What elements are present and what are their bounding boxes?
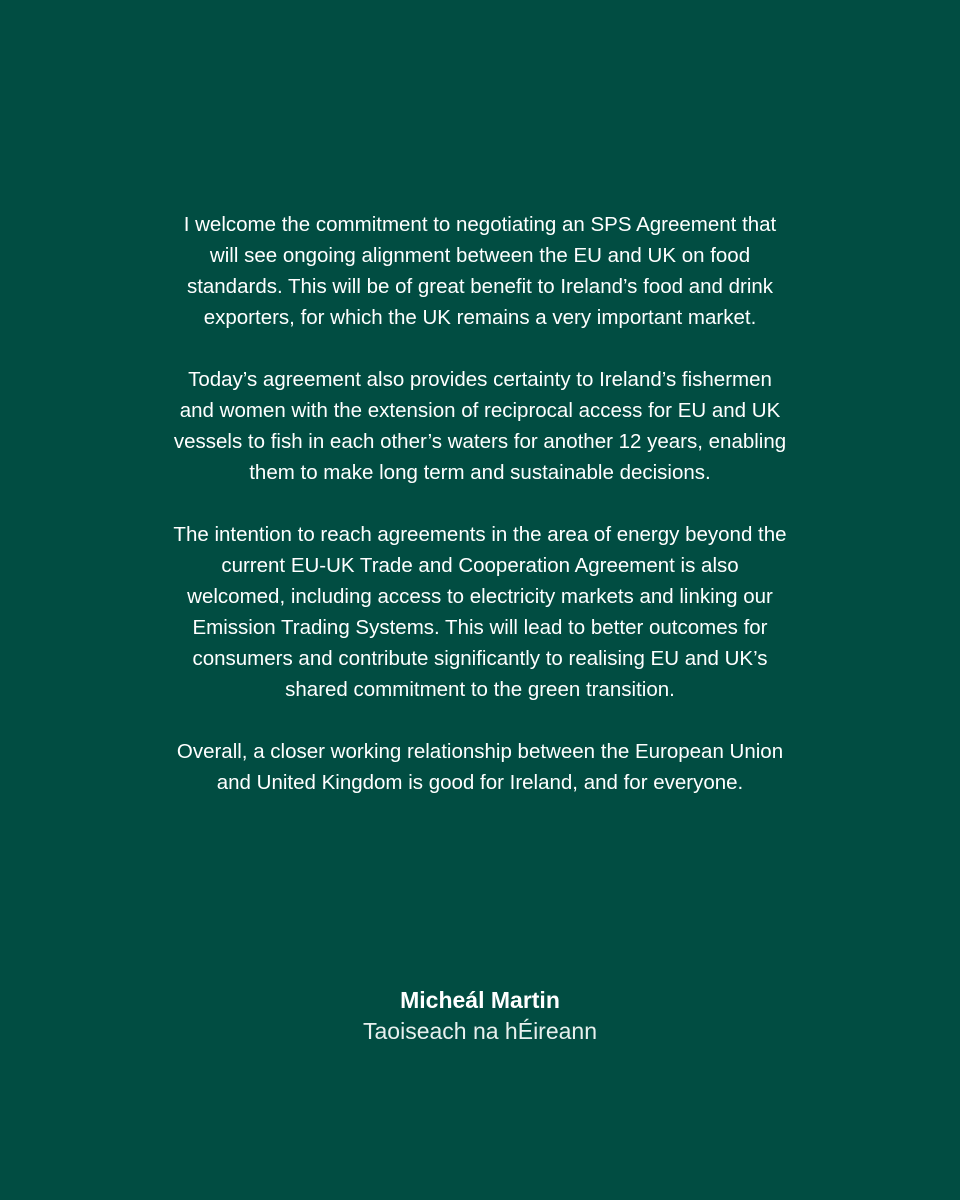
signature-block [0, 985, 960, 1047]
signatory-name: Micheál Martin [400, 987, 560, 1013]
statement-paragraph-sps: I welcome the commitment to negotiating an SPS Agreement that will see ongoing alignment between the EU and UK on food standards. This will be of great benefit to Ireland’s food and drink exporters, for which the UK remains a very important market. [183, 213, 777, 329]
signatory-title: Taoiseach na hÉireann [363, 1018, 597, 1044]
statement-paragraph-energy: The intention to reach agreements in the area of energy beyond the current EU-UK Trade and Cooperation Agreement is also welcomed, including access to electricity markets and linking our Emission Trading Systems. This will lead to better outcomes for consumers and contribute significantly to realising EU and UK’s shared commitment to the green transition. [173, 523, 787, 701]
statement-paragraph-conclusion: Overall, a closer working relationship between the European Union and United Kingdom is good for Ireland, and for everyone. [176, 740, 784, 794]
statement-body [120, 209, 840, 798]
statement-paragraph-fisheries: Today’s agreement also provides certainty to Ireland’s fishermen and women with the extension of reciprocal access for EU and UK vessels to fish in each other’s waters for another 12 years, enabling them to make long term and sustainable decisions. [173, 368, 787, 484]
